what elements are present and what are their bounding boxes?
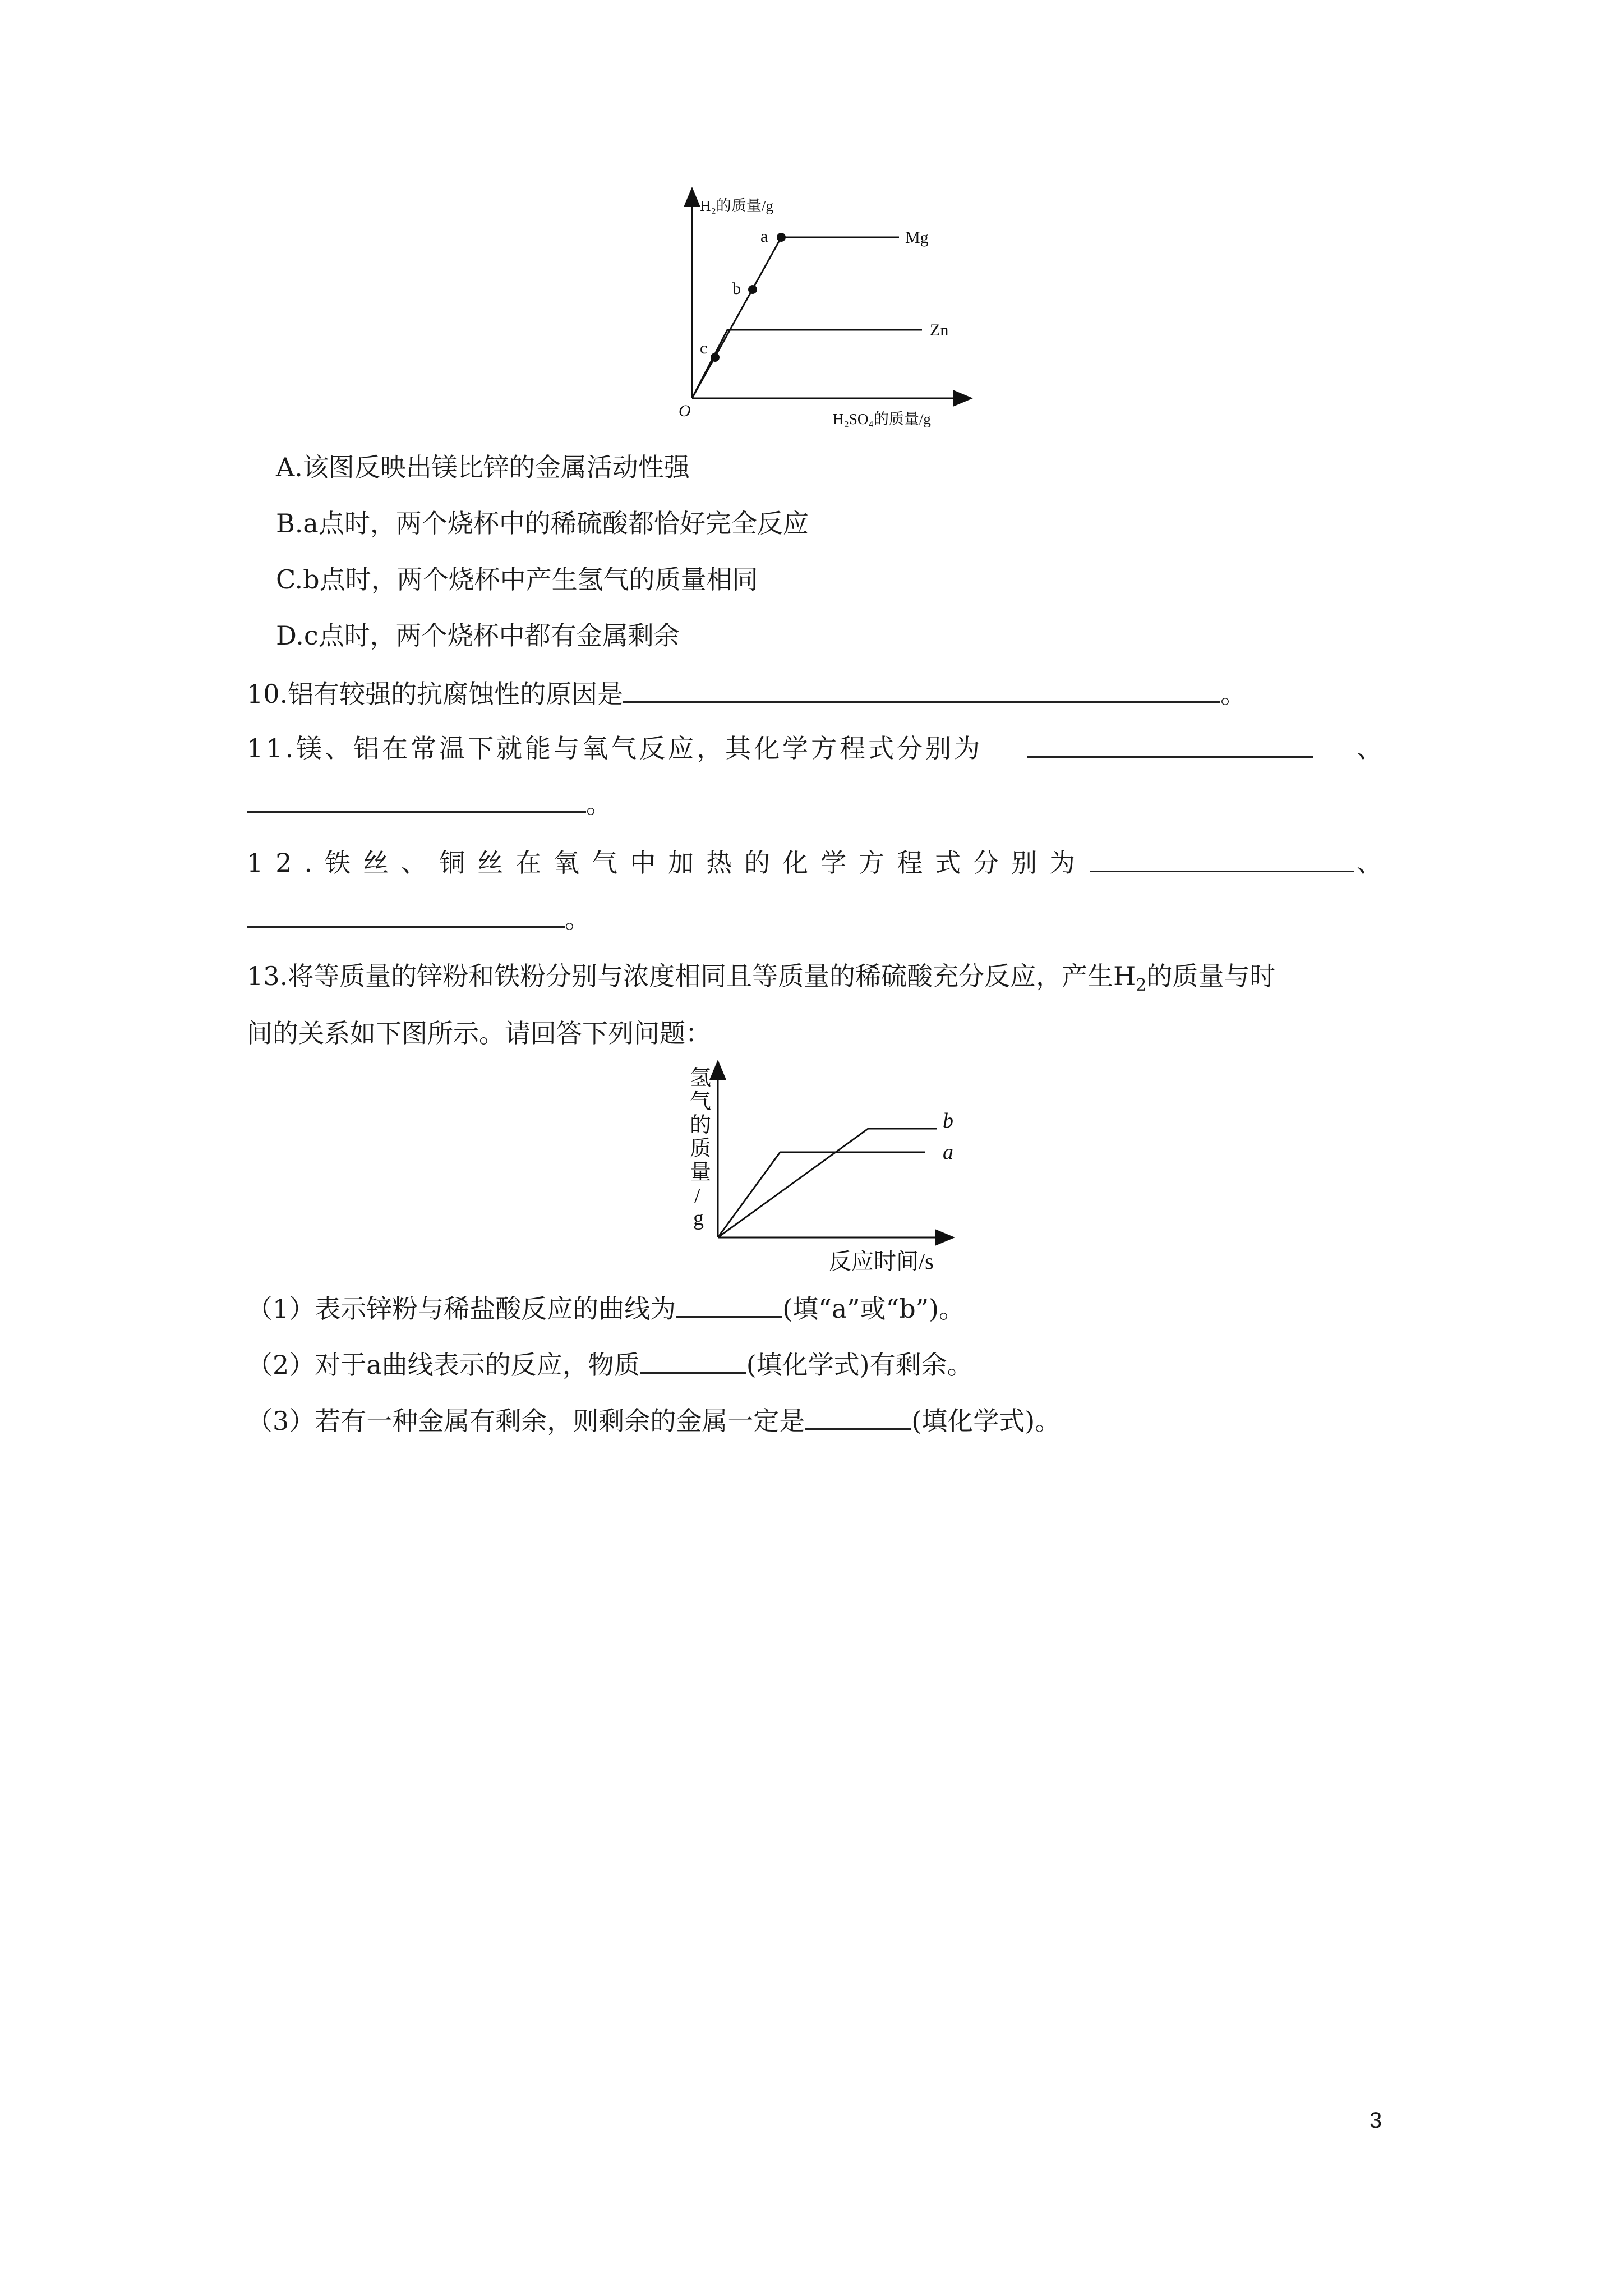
q13-sub3-blank[interactable]: [805, 1404, 911, 1430]
q13-sub3-post: (填化学式)。: [911, 1406, 1061, 1436]
curve-a: [718, 1152, 925, 1237]
q13-sub2-post: (填化学式)有剩余。: [746, 1350, 973, 1380]
q12-blank-2[interactable]: [247, 901, 565, 928]
point-b-label: b: [732, 279, 741, 298]
y-label-char-3: 的: [690, 1114, 712, 1137]
zn-label: Zn: [930, 321, 949, 339]
point-a-label: a: [760, 227, 768, 246]
y-label-char-2: 气: [690, 1090, 712, 1114]
q9-option-b: B.a点时，两个烧杯中的稀硫酸都恰好完全反应: [276, 508, 809, 539]
point-a: [777, 233, 786, 242]
question-11-cont: [247, 786, 612, 821]
q10-text: 10.铝有较强的抗腐蚀性的原因是: [247, 679, 624, 709]
y-label-char-4: 质: [690, 1137, 712, 1161]
q11-end: 。: [586, 789, 612, 819]
q9-option-a: A.该图反映出镁比锌的金属活动性强: [276, 452, 690, 482]
q13-sub2-blank[interactable]: [640, 1347, 746, 1374]
mg-curve: [692, 237, 899, 398]
x-axis-label: H₂SO₄的质量/g: [833, 411, 931, 427]
y-label-char-7: g: [693, 1207, 704, 1230]
zn-curve: [692, 330, 922, 398]
q13-sub1-blank[interactable]: [676, 1291, 782, 1318]
q11-text: 11.镁、铝在常温下就能与氧气反应，其化学方程式分别为: [247, 733, 983, 763]
question-11: [247, 731, 1382, 765]
q13-sub-2: [247, 1347, 973, 1382]
q11-blank-2[interactable]: [247, 786, 586, 813]
y-label-char-6: /: [694, 1184, 700, 1208]
q9-option-d: D.c点时，两个烧杯中都有金属剩余: [276, 620, 680, 651]
q9-option-c: C.b点时，两个烧杯中产生氢气的质量相同: [276, 564, 758, 595]
q11-sep: 、: [1357, 733, 1382, 763]
point-c: [711, 353, 720, 362]
question-13-line-1: [247, 959, 1276, 996]
q13-sub1-pre: （1）表示锌粉与稀盐酸反应的曲线为: [247, 1294, 676, 1324]
q13-sub3-pre: （3）若有一种金属有剩余，则剩余的金属一定是: [247, 1406, 805, 1436]
page-number: 3: [1370, 2108, 1382, 2133]
question-12: [247, 846, 1382, 880]
q13-line1-post: 的质量与时: [1146, 961, 1276, 991]
curve-a-label: a: [943, 1140, 953, 1164]
figure-h2-vs-time: [679, 1060, 993, 1279]
question-13-line-2: 间的关系如下图所示。请回答下列问题：: [247, 1018, 711, 1048]
x-axis-label: 反应时间/s: [829, 1249, 934, 1274]
q13-sub-3: [247, 1404, 1061, 1438]
curve-b-label: b: [943, 1109, 953, 1133]
q11-blank-1[interactable]: [1027, 731, 1313, 758]
q12-end: 。: [565, 904, 591, 934]
origin-label: O: [679, 402, 691, 420]
y-axis-label: H₂的质量/g: [700, 197, 773, 214]
q12-text: 12.铁丝、铜丝在氧气中加热的化学方程式分别为: [247, 848, 1088, 878]
point-b: [748, 285, 757, 294]
q13-sub-1: [247, 1291, 965, 1326]
q12-blank-1[interactable]: [1090, 846, 1354, 872]
q10-end: 。: [1220, 679, 1247, 709]
q12-sep: 、: [1357, 848, 1382, 878]
q13-sub2-pre: （2）对于a曲线表示的反应，物质: [247, 1350, 640, 1380]
point-c-label: c: [700, 339, 708, 357]
q13-sub1-post: (填“a”或“b”)。: [782, 1294, 965, 1324]
y-label-char-1: 氢: [690, 1066, 712, 1090]
y-label-char-5: 量: [690, 1161, 712, 1184]
q10-blank[interactable]: [623, 677, 1220, 703]
question-12-cont: [247, 901, 591, 936]
question-10: [247, 677, 1246, 711]
q13-line1-sub: 2: [1136, 976, 1147, 996]
mg-label: Mg: [905, 228, 929, 247]
figure-h2-vs-h2so4: [662, 185, 976, 438]
q13-line1-pre: 13.将等质量的锌粉和铁粉分别与浓度相同且等质量的稀硫酸充分反应，产生H: [247, 961, 1136, 991]
curve-b: [718, 1129, 937, 1237]
